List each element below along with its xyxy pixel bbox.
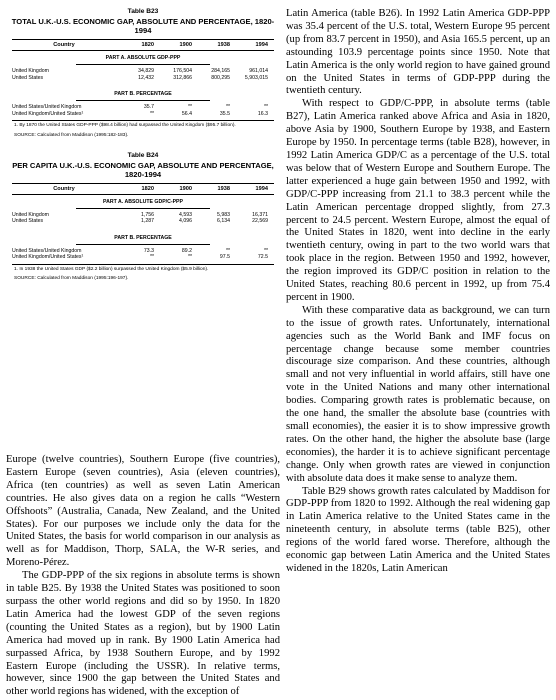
table-row <box>6 212 280 219</box>
paragraph: With respect to GDP/C-PPP, in absolute terms (table B27), Latin America ranked above Africa and Asia in 1820, above Asia by 1900, Southern Europe by 1938, and Eastern Europe by 1950. In percentage terms (table B28), however, in 1992 Latin America GDP/C as a percentage of the U.S. total was below that of Western Europe and Southern Europe. The latter experienced a huge gain between 1950 and 1992, with GDP/C-PPP increasing from 21.1 to 38.3 percent while the Latin American percentage dropped slightly, from 27.3 percent to 24.5 percent. Western Europe, almost the equal of the United States in 1820, went into decline in the early twentieth century, owing in part to the two world wars that took place in the region. Between 1950 and 1992, however, the region improved its GDP/C position in relation to the United States, reaching 80.6 percent in 1992, up from 75.4 percent in 1900. <box>286 98 550 303</box>
part-title: PART B. PERCENTAGE <box>114 91 172 98</box>
cell: 72.5 <box>257 254 268 261</box>
cell: 4,096 <box>179 218 192 225</box>
table-note: 1. By 1870 the United States GDP-PPP ($98.4 billion) had surpassed the United Kingdom ($95.7 billion). <box>14 123 236 129</box>
row-label: United States <box>12 218 44 225</box>
table-number: Table B24 <box>127 151 159 159</box>
paragraph: Latin America (table B26). In 1992 Latin America GDP-PPP was 35.4 percent of the U.S. total, Western Europe 95 percent (up from 83.7 percent in 1950), and Asia 165.5 percent, up an astounding 103.9 percentage points since 1950. Note that Latin America is the only world region to have gained ground on the United States in terms of GDP-PPP during the twentieth century. <box>286 8 550 97</box>
table-row <box>6 75 280 82</box>
cell: 1,287 <box>141 218 154 225</box>
cell: ** <box>187 104 192 111</box>
cell: 73.3 <box>143 247 154 254</box>
header-year: 1994 <box>255 42 268 48</box>
right-body-text <box>286 8 550 576</box>
cell: 312,866 <box>173 74 192 81</box>
table-rule <box>12 194 274 195</box>
table-b23 <box>6 8 280 138</box>
cell: 22,569 <box>252 218 268 225</box>
cell: 35.5 <box>219 110 230 117</box>
table-number: Table B23 <box>127 8 159 15</box>
table-source: SOURCE: Calculated from Maddison (1995:196-197). <box>14 276 129 282</box>
cell: ** <box>149 254 154 261</box>
header-year: 1900 <box>179 42 192 48</box>
cell: 35.7 <box>143 104 154 111</box>
row-label: United Kingdom/United States¹ <box>12 110 84 117</box>
table-b24 <box>6 152 280 282</box>
table-header <box>6 184 280 194</box>
table-title: TOTAL U.K.-U.S. ECONOMIC GAP, ABSOLUTE AND PERCENTAGE, 1820-1994 <box>11 17 275 35</box>
cell: 1,756 <box>141 211 154 218</box>
table-row <box>6 248 280 255</box>
left-body-text <box>6 454 280 699</box>
table-note: 1. In 1938 the United States GDP ($2.2 billion) surpassed the United Kingdom ($5.9 billion). <box>14 266 209 272</box>
cell: 4,593 <box>179 211 192 218</box>
header-country: Country <box>53 42 75 48</box>
row-label: United States/United Kingdom <box>12 104 82 111</box>
cell: 97.5 <box>219 254 230 261</box>
paragraph: Europe (twelve countries), Southern Europe (five countries), Eastern Europe (seven countries), Asia (eleven countries), Africa (ten countries) as well as seven Latin American countries. He also gives data on a region he calls “Western Offshoots” (Australia, Canada, New Zealand, and the United States). For our purposes we include only the data for the United States, the basis for world comparison in our analysis as well as for Maddison, Thorp, SALA, the W-R series, and Moreno-Pérez. <box>6 454 280 569</box>
table-title: PER CAPITA U.K.-U.S. ECONOMIC GAP, ABSOLUTE AND PERCENTAGE, 1820-1994 <box>12 160 274 179</box>
cell: 56.4 <box>181 110 192 117</box>
table-row <box>6 68 280 75</box>
part-title: PART A. ABSOLUTE GDP/C-PPP <box>103 198 183 205</box>
header-year: 1994 <box>255 185 268 192</box>
header-year: 1820 <box>141 42 154 48</box>
cell: 5,903,015 <box>244 74 268 81</box>
cell: 34,829 <box>138 68 154 74</box>
cell: 6,134 <box>217 218 230 225</box>
cell: 176,504 <box>173 68 192 74</box>
paragraph: The GDP-PPP of the six regions in absolute terms is shown in table B25. By 1938 the United States was positioned to soon surpass the other world regions and did so by 1950. In 1820 Latin America had the lowest GDP of the seven regions (counting the United States as a region), but by 1900 Latin America had moved up in rank. By 1900 Latin America had surpassed Africa, by 1938 Southern Europe, and by 1992 Eastern Europe (including the USSR). In relative terms, however, since 1900 the gap between the United States and other world regions has widened, with the exception of <box>6 570 280 698</box>
table-row <box>6 104 280 111</box>
cell: ** <box>225 247 230 254</box>
table-source: SOURCE: Calculated from Maddison (1995:182-183). <box>14 132 129 138</box>
cell: 12,432 <box>138 74 154 81</box>
row-label: United Kingdom <box>12 68 49 74</box>
paragraph: Table B29 shows growth rates calculated by Maddison for GDP-PPP from 1820 to 1992. Although the real widening gap in Latin America relative to the United States came in the nineteenth century, in absolute terms (table B25), other regions of the world fared worse. Therefore, although the economic gap between Latin America and the United States widened in the 1820s, Latin American <box>286 485 550 574</box>
header-year: 1938 <box>217 185 230 192</box>
table-row <box>6 218 280 225</box>
left-column <box>6 8 280 698</box>
header-country: Country <box>53 185 75 192</box>
row-label: United States <box>12 74 44 81</box>
part-title: PART B. PERCENTAGE <box>114 234 172 241</box>
cell: 5,983 <box>217 211 230 218</box>
cell: 800,295 <box>211 74 230 81</box>
row-label: United States/United Kingdom <box>12 247 82 254</box>
paragraph: With these comparative data as background, we can turn to the issue of growth rates. Unfortunately, international agencies such as the World Bank and IMF focus on percentage change because some member countries discourage size comparison. And these countries, although small and not very influential in world affairs, still have one vote in the United Nations and many other international bodies. Comparing growth rates is problematic because, on the one hand, the smaller the absolute base (countries with small economies), the easier it is to show impressive growth rates. On the other hand, the higher the absolute base (large economies), the harder it is to achieve significant percentage change. Only when growth rates are viewed in conjunction with absolute data does it make sense to analyze them. <box>286 304 550 484</box>
cell: ** <box>225 104 230 111</box>
cell: 284,165 <box>211 68 230 74</box>
table-rule <box>12 50 274 51</box>
header-year: 1938 <box>217 42 230 48</box>
cell: ** <box>263 247 268 254</box>
row-label: United Kingdom <box>12 211 49 218</box>
table-row <box>6 254 280 261</box>
cell: ** <box>263 104 268 111</box>
cell: 16.3 <box>257 110 268 117</box>
table-row <box>6 111 280 118</box>
cell: 89.2 <box>181 247 192 254</box>
table-header <box>6 40 280 50</box>
cell: 961,014 <box>249 68 268 74</box>
header-year: 1900 <box>179 185 192 192</box>
cell: ** <box>187 254 192 261</box>
cell: ** <box>149 110 154 117</box>
header-year: 1820 <box>141 185 154 192</box>
part-title: PART A. ABSOLUTE GDP-PPP <box>105 55 181 61</box>
row-label: United Kingdom/United States¹ <box>12 254 84 261</box>
right-column <box>286 8 550 576</box>
cell: 16,371 <box>252 211 268 218</box>
